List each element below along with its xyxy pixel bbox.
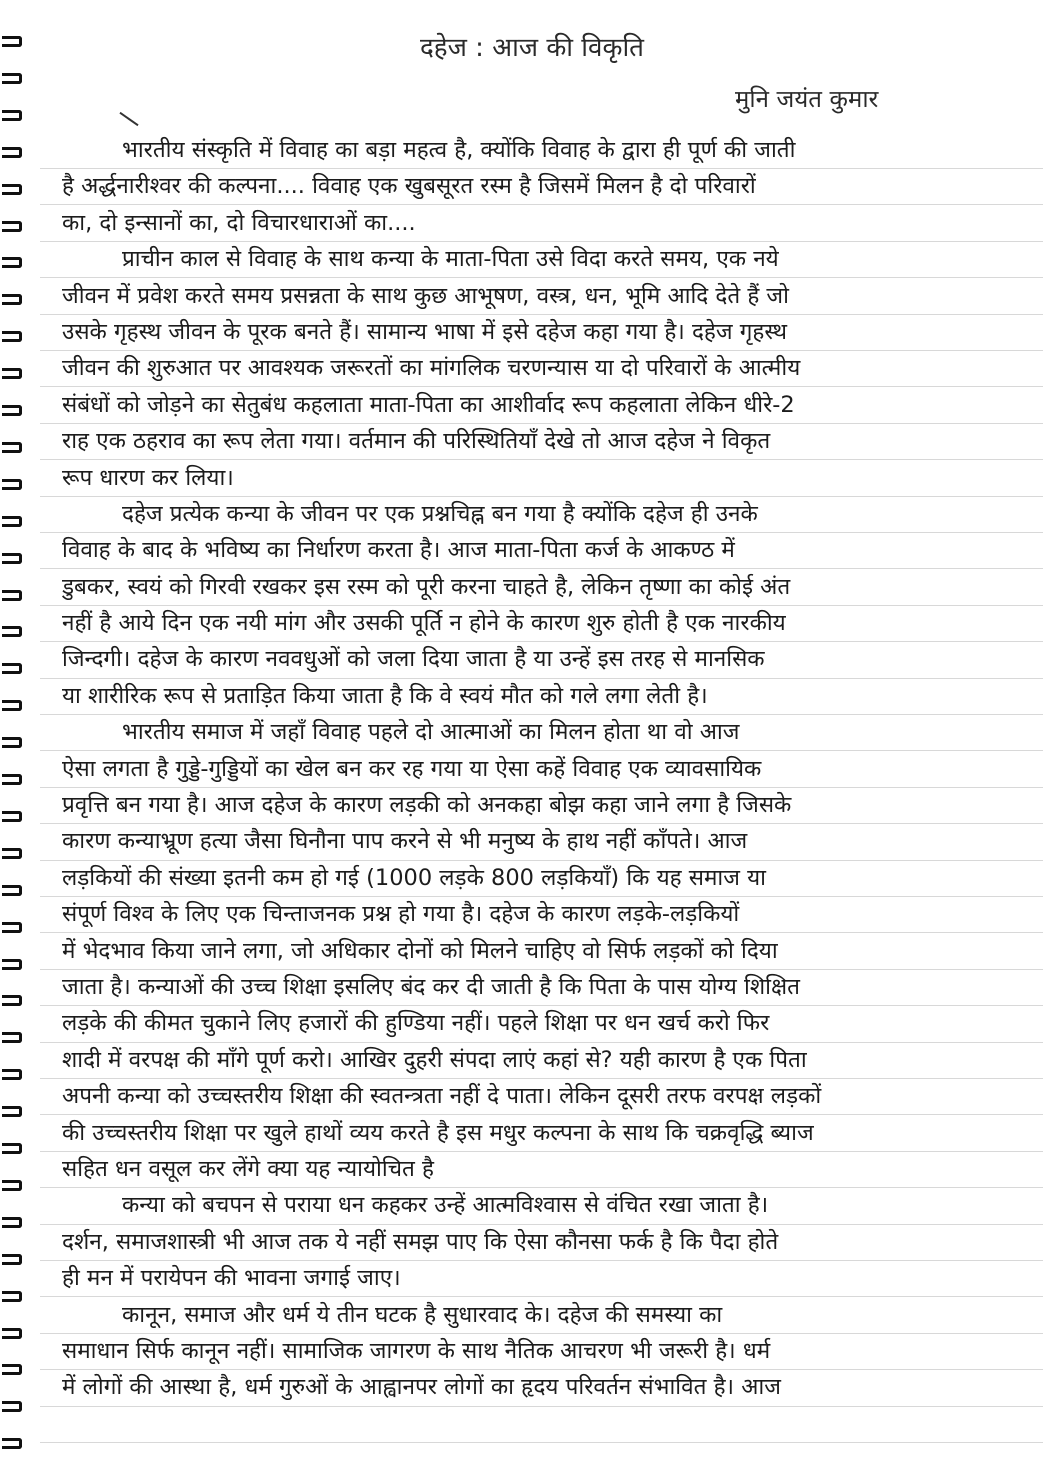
- binding-ring: [2, 442, 22, 453]
- text-line: ही मन में परायेपन की भावना जगाई जाए।: [62, 1265, 401, 1292]
- text-line: डुबकर, स्वयं को गिरवी रखकर इस रस्म को पूरी करना चाहते है, लेकिन तृष्णा का कोई अंत: [62, 573, 791, 600]
- binding-ring: [2, 110, 22, 121]
- text-line: विवाह के बाद के भविष्य का निर्धारण करता है। आज माता-पिता कर्ज के आकण्ठ में: [62, 537, 735, 564]
- binding-ring: [2, 405, 22, 416]
- binding-ring: [2, 737, 22, 748]
- author-name: मुनि जयंत कुमार: [735, 85, 879, 113]
- binding-ring: [2, 331, 22, 342]
- text-line: लड़के की कीमत चुकाने लिए हजारों की हुण्डिया नहीं। पहले शिक्षा पर धन खर्च करो फिर: [62, 1010, 770, 1037]
- binding-ring: [2, 774, 22, 785]
- binding-ring: [2, 257, 22, 268]
- ruled-line: [40, 1406, 1043, 1407]
- binding-ring: [2, 1254, 22, 1265]
- text-line: की उच्चस्तरीय शिक्षा पर खुले हाथों व्यय करते है इस मधुर कल्पना के साथ कि चक्रवृद्धि ब्याज: [62, 1119, 814, 1146]
- text-line: संबंधों को जोड़ने का सेतुबंध कहलाता माता-पिता का आशीर्वाद रूप कहलाता लेकिन धीरे-2: [62, 391, 795, 418]
- binding-ring: [2, 700, 22, 711]
- text-line: है अर्द्धनारीश्वर की कल्पना.... विवाह एक खुबसूरत रस्म है जिसमें मिलन है दो परिवारों: [62, 173, 756, 200]
- text-line: जीवन में प्रवेश करते समय प्रसन्नता के साथ कुछ आभूषण, वस्त्र, धन, भूमि आदि देते हैं जो: [62, 282, 789, 309]
- text-line: शादी में वरपक्ष की माँगे पूर्ण करो। आखिर दुहरी संपदा लाएं कहां से? यही कारण है एक पिता: [62, 1046, 807, 1073]
- text-line: जाता है। कन्याओं की उच्च शिक्षा इसलिए बंद कर दी जाती है कि पिता के पास योग्य शिक्षित: [62, 973, 800, 1000]
- text-line: का, दो इन्सानों का, दो विचारधाराओं का....: [62, 209, 416, 236]
- binding-ring: [2, 368, 22, 379]
- text-line: ऐसा लगता है गुड्डे-गुड्डियों का खेल बन कर रह गया या ऐसा कहें विवाह एक व्यावसायिक: [62, 755, 762, 782]
- binding-ring: [2, 1106, 22, 1117]
- text-line: जिन्दगी। दहेज के कारण नववधुओं को जला दिया जाता है या उन्हें इस तरह से मानसिक: [62, 646, 765, 673]
- pen-mark: [119, 112, 138, 126]
- text-line: संपूर्ण विश्व के लिए एक चिन्ताजनक प्रश्न हो गया है। दहेज के कारण लड़के-लड़कियों: [62, 901, 740, 928]
- binding-ring: [2, 1217, 22, 1228]
- text-line: उसके गृहस्थ जीवन के पूरक बनते हैं। सामान्य भाषा में इसे दहेज कहा गया है। दहेज गृहस्थ: [62, 318, 787, 345]
- binding-ring: [2, 1328, 22, 1339]
- text-line: जीवन की शुरुआत पर आवश्यक जरूरतों का मांगलिक चरणन्यास या दो परिवारों के आत्मीय: [62, 355, 801, 382]
- text-line: में भेदभाव किया जाने लगा, जो अधिकार दोनों को मिलने चाहिए वो सिर्फ लड़कों को दिया: [62, 937, 778, 964]
- binding-ring: [2, 516, 22, 527]
- binding-ring: [2, 1032, 22, 1043]
- binding-ring: [2, 590, 22, 601]
- text-line: प्रवृत्ति बन गया है। आज दहेज के कारण लड़की को अनकहा बोझ कहा जाने लगा है जिसके: [62, 792, 792, 819]
- binding-ring: [2, 848, 22, 859]
- binding-ring: [2, 479, 22, 490]
- text-line: या शारीरिक रूप से प्रताड़ित किया जाता है कि वे स्वयं मौत को गले लगा लेती है।: [62, 682, 708, 709]
- binding-ring: [2, 1180, 22, 1191]
- text-line: दहेज प्रत्येक कन्या के जीवन पर एक प्रश्नचिह्न बन गया है क्योंकि दहेज ही उनके: [122, 500, 758, 527]
- text-line: में लोगों की आस्था है, धर्म गुरुओं के आह्वानपर लोगों का हृदय परिवर्तन संभावित है। आज: [62, 1374, 781, 1401]
- text-line: भारतीय संस्कृति में विवाह का बड़ा महत्व है, क्योंकि विवाह के द्वारा ही पूर्ण की जाती: [122, 137, 796, 163]
- binding-ring: [2, 1401, 22, 1412]
- binding-ring: [2, 221, 22, 232]
- binding-ring: [2, 147, 22, 158]
- ruled-line: [40, 1442, 1043, 1443]
- text-line: कन्या को बचपन से पराया धन कहकर उन्हें आत्मविश्वास से वंचित रखा जाता है।: [122, 1192, 769, 1219]
- binding-ring: [2, 995, 22, 1006]
- essay-body: [62, 132, 1027, 1406]
- text-line: राह एक ठहराव का रूप लेता गया। वर्तमान की परिस्थितियाँ देखे तो आज दहेज ने विकृत: [62, 428, 771, 455]
- text-line: लड़कियों की संख्या इतनी कम हो गई (1000 लड़के 800 लड़कियाँ) कि यह समाज या: [62, 864, 766, 891]
- binding-ring: [2, 184, 22, 195]
- binding-ring: [2, 663, 22, 674]
- binding-ring: [2, 73, 22, 84]
- text-line: दर्शन, समाजशास्त्री भी आज तक ये नहीं समझ पाए कि ऐसा कौनसा फर्क है कि पैदा होते: [62, 1228, 779, 1255]
- binding-ring: [2, 1143, 22, 1154]
- text-line: समाधान सिर्फ कानून नहीं। सामाजिक जागरण के साथ नैतिक आचरण भी जरूरी है। धर्म: [62, 1337, 771, 1364]
- binding-ring: [2, 1364, 22, 1375]
- binding-ring: [2, 1291, 22, 1302]
- text-line: रूप धारण कर लिया।: [62, 464, 234, 491]
- binding-ring: [2, 553, 22, 564]
- binding-ring: [2, 36, 22, 47]
- binding-ring: [2, 1438, 22, 1449]
- text-line: नहीं है आये दिन एक नयी मांग और उसकी पूर्ति न होने के कारण शुरु होती है एक नारकीय: [62, 610, 786, 637]
- binding-ring: [2, 1069, 22, 1080]
- text-line: भारतीय समाज में जहाँ विवाह पहले दो आत्माओं का मिलन होता था वो आज: [122, 719, 740, 746]
- binding-ring: [2, 626, 22, 637]
- spiral-binding: [0, 0, 34, 1466]
- binding-ring: [2, 922, 22, 933]
- page-title: दहेज : आज की विकृति: [420, 33, 645, 63]
- text-line: सहित धन वसूल कर लेंगे क्या यह न्यायोचित है: [62, 1155, 434, 1182]
- text-line: अपनी कन्या को उच्चस्तरीय शिक्षा की स्वतन्त्रता नहीं दे पाता। लेकिन दूसरी तरफ वरपक्ष लड़कों: [62, 1083, 822, 1110]
- text-line: कारण कन्याभ्रूण हत्या जैसा घिनौना पाप करने से भी मनुष्य के हाथ नहीं काँपते। आज: [62, 828, 748, 855]
- text-line: प्राचीन काल से विवाह के साथ कन्या के माता-पिता उसे विदा करते समय, एक नये: [122, 246, 779, 273]
- binding-ring: [2, 811, 22, 822]
- text-line: कानून, समाज और धर्म ये तीन घटक है सुधारवाद के। दहेज की समस्या का: [122, 1301, 723, 1328]
- binding-ring: [2, 959, 22, 970]
- binding-ring: [2, 885, 22, 896]
- binding-ring: [2, 294, 22, 305]
